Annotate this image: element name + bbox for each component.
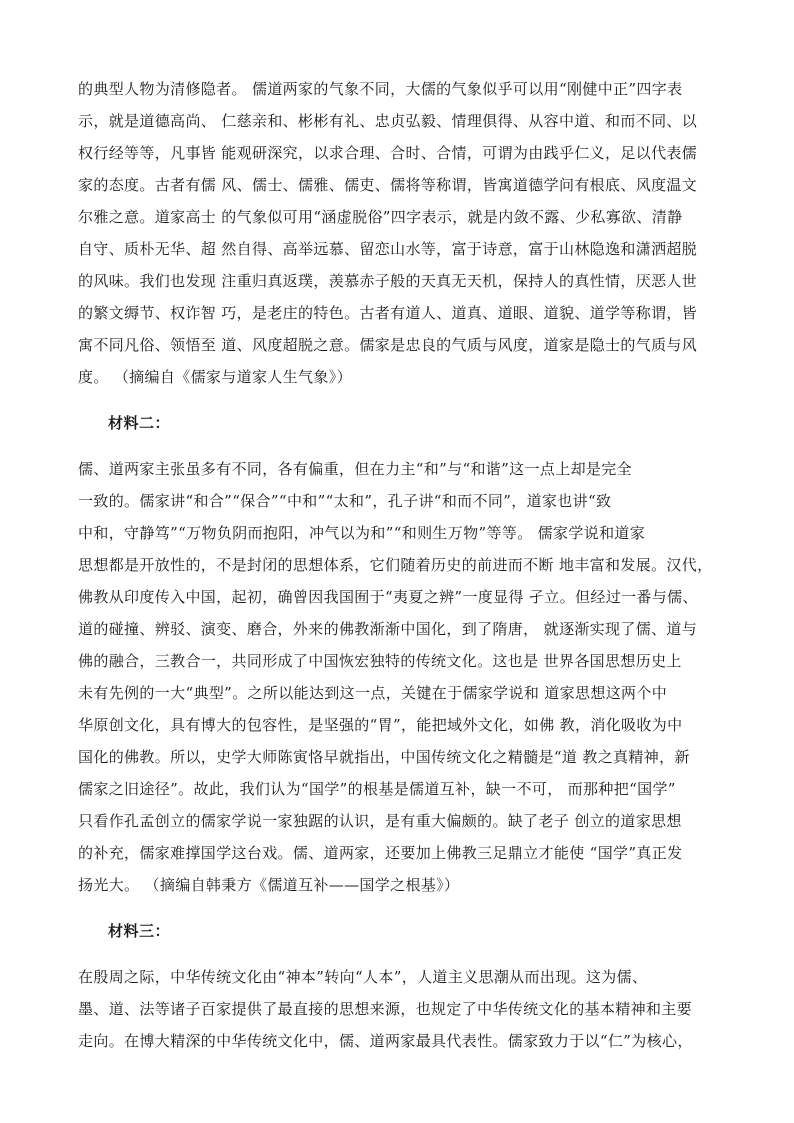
paragraph-line: 自守、质朴无华、超 然自得、高举远慕、留恋山水等，富于诗意，富于山林隐逸和潇洒超脱 [78, 240, 698, 258]
paragraph-line: 未有先例的一大“典型”。之所以能达到这一点，关键在于儒家学说和 道家思想这两个中 [78, 684, 668, 702]
paragraph-line: 寓不同凡俗、领悟至 道、风度超脱之意。儒家是忠良的气质与风度，道家是隐士的气质与风 [78, 336, 698, 354]
paragraph-line: 中和，守静笃”“万物负阴而抱阳，冲气以为和”“和则生万物”等等。 儒家学说和道家 [78, 524, 646, 542]
paragraph-line: 佛教从印度传入中国，起初，确曾因我国囿于“夷夏之辨”一度显得 孑立。但经过一番与儒、 [78, 588, 698, 606]
paragraph-line: 在殷周之际，中华传统文化由“神本”转向“人本”，人道主义思潮从而出现。这为儒、 [78, 968, 648, 986]
paragraph-line: 示，就是道德高尚、 仁慈亲和、彬彬有礼、忠贞弘毅、情理俱得、从容中道、和而不同、以 [78, 112, 698, 130]
paragraph-line: 权行经等等，凡事皆 能观研深究，以求合理、合时、合情，可谓为由践乎仁义，足以代表儒 [78, 144, 698, 162]
paragraph-line: 的繁文缛节、权诈智 巧，是老庄的特色。古者有道人、道真、道眼、道貌、道学等称谓，皆 [78, 304, 698, 322]
paragraph-line: 墨、道、法等诸子百家提供了最直接的思想来源，也规定了中华传统文化的基本精神和主要 [78, 1000, 693, 1018]
paragraph-line: 道的碰撞、辨驳、演变、磨合，外来的佛教渐渐中国化，到了隋唐， 就逐渐实现了儒、道与 [78, 620, 698, 638]
paragraph-line: 家的态度。古者有儒 风、儒士、儒雅、儒吏、儒将等称谓，皆寓道德学问有根底、风度温文 [78, 176, 698, 194]
paragraph-line: 一致的。儒家讲“和合”“保合”“中和”“太和”，孔子讲“和而不同”，道家也讲“致 [78, 492, 612, 510]
paragraph-line: 思想都是开放性的，不是封闭的思想体系，它们随着历史的前进而不断 地丰富和发展。汉代， [78, 556, 713, 574]
paragraph-line: 的补充，儒家难撑国学这台戏。儒、道两家，还要加上佛教三足鼎立才能使 “国学”真正发 [78, 844, 683, 862]
paragraph-line: 佛的融合，三教合一，共同形成了中国恢宏独特的传统文化。这也是 世界各国思想历史上 [78, 652, 682, 670]
section-heading-material-three: 材料三： [108, 922, 171, 940]
paragraph-line: 尔雅之意。道家高士 的气象似可用“涵虚脱俗”四字表示，就是内敛不露、少私寡欲、清静 [78, 208, 683, 226]
paragraph-line: 儒家之旧途径”。故此，我们认为“国学”的根基是儒道互补，缺一不可， 而那种把“国学” [78, 780, 676, 798]
paragraph-line: 走向。在博大精深的中华传统文化中，儒、道两家最具代表性。儒家致力于以“仁”为核心， [78, 1032, 693, 1050]
paragraph-line: 的风味。我们也发现 注重归真返璞，羡慕赤子般的天真无天机，保持人的真性情，厌恶人世 [78, 272, 698, 290]
paragraph-line: 华原创文化，具有博大的包容性，是坚强的“胃”，能把域外文化，如佛 教，消化吸收为中 [78, 716, 683, 734]
section-heading-material-two: 材料二： [108, 414, 171, 432]
paragraph-line: 儒、道两家主张虽多有不同，各有偏重，但在力主“和”与“和谐”这一点上却是完全 [78, 460, 632, 478]
paragraph-line: 的典型人物为清修隐者。 儒道两家的气象不同，大儒的气象似乎可以用“刚健中正”四字表 [78, 80, 683, 98]
paragraph-line: 度。 （摘编自《儒家与道家人生气象》） [78, 368, 352, 386]
paragraph-line: 只看作孔孟创立的儒家学说一家独踞的认识，是有重大偏颇的。缺了老子 创立的道家思想 [78, 812, 682, 830]
paragraph-line: 国化的佛教。所以，史学大师陈寅恪早就指出，中国传统文化之精髓是“道 教之真精神，新 [78, 748, 690, 766]
paragraph-line: 扬光大。 （摘编自韩秉方《儒道互补——国学之根基》） [78, 876, 460, 894]
